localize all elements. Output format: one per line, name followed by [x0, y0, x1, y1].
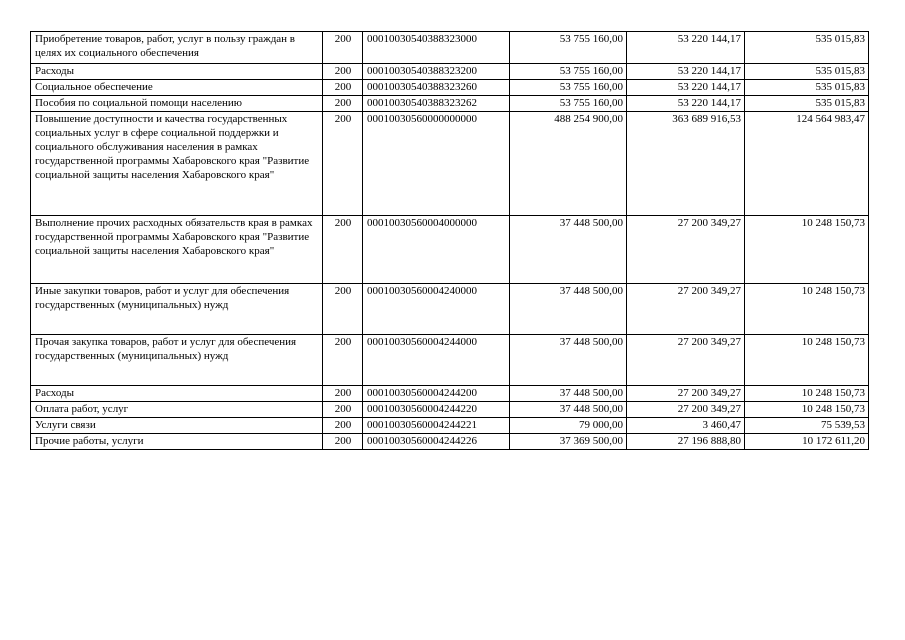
cell-approved: 37 369 500,00: [510, 434, 627, 450]
cell-classification-code: 00010030560004244226: [363, 434, 510, 450]
table-row: [31, 96, 869, 112]
cell-line-code: 200: [323, 216, 363, 284]
cell-unexecuted: 10 248 150,73: [745, 402, 869, 418]
cell-name: Социальное обеспечение: [31, 80, 323, 96]
cell-unexecuted: 10 248 150,73: [745, 216, 869, 284]
cell-executed: 27 196 888,80: [627, 434, 745, 450]
table-row: [31, 402, 869, 418]
cell-approved: 53 755 160,00: [510, 64, 627, 80]
cell-line-code: 200: [323, 418, 363, 434]
expenses-table: [30, 31, 869, 450]
cell-unexecuted: 75 539,53: [745, 418, 869, 434]
cell-approved: 79 000,00: [510, 418, 627, 434]
table-row: [31, 434, 869, 450]
cell-name: Оплата работ, услуг: [31, 402, 323, 418]
cell-classification-code: 00010030540388323260: [363, 80, 510, 96]
table-row: [31, 386, 869, 402]
cell-executed: 53 220 144,17: [627, 64, 745, 80]
table-row: [31, 216, 869, 284]
cell-line-code: 200: [323, 284, 363, 335]
cell-name: Приобретение товаров, работ, услуг в пользу граждан в целях их социального обеспечения: [31, 32, 323, 64]
table-row: [31, 64, 869, 80]
cell-unexecuted: 535 015,83: [745, 32, 869, 64]
cell-name: Выполнение прочих расходных обязательств края в рамках государственной программы Хабаровского края "Развитие социальной защиты населения Хабаровского края": [31, 216, 323, 284]
cell-name: Прочая закупка товаров, работ и услуг для обеспечения государственных (муниципальных) нужд: [31, 335, 323, 386]
cell-line-code: 200: [323, 402, 363, 418]
cell-executed: 27 200 349,27: [627, 402, 745, 418]
cell-line-code: 200: [323, 80, 363, 96]
cell-classification-code: 00010030560004244200: [363, 386, 510, 402]
cell-executed: 53 220 144,17: [627, 80, 745, 96]
cell-unexecuted: 10 248 150,73: [745, 386, 869, 402]
cell-classification-code: 00010030560004240000: [363, 284, 510, 335]
cell-line-code: 200: [323, 335, 363, 386]
cell-classification-code: 00010030540388323200: [363, 64, 510, 80]
cell-unexecuted: 10 248 150,73: [745, 284, 869, 335]
cell-executed: 363 689 916,53: [627, 112, 745, 216]
cell-classification-code: 00010030560004244000: [363, 335, 510, 386]
cell-classification-code: 00010030560004244221: [363, 418, 510, 434]
cell-unexecuted: 10 248 150,73: [745, 335, 869, 386]
cell-unexecuted: 10 172 611,20: [745, 434, 869, 450]
cell-name: Повышение доступности и качества государственных социальных услуг в сфере социальной поддержки и социального обслуживания населения в рамках государственной программы Хабаровского края "Развитие социальной защиты населения Хабаровского края": [31, 112, 323, 216]
table-row: [31, 32, 869, 64]
table-row: [31, 284, 869, 335]
cell-classification-code: 00010030540388323262: [363, 96, 510, 112]
table-row: [31, 418, 869, 434]
cell-line-code: 200: [323, 32, 363, 64]
cell-approved: 53 755 160,00: [510, 80, 627, 96]
cell-unexecuted: 535 015,83: [745, 96, 869, 112]
cell-approved: 53 755 160,00: [510, 32, 627, 64]
cell-approved: 37 448 500,00: [510, 335, 627, 386]
cell-unexecuted: 535 015,83: [745, 64, 869, 80]
cell-name: Расходы: [31, 386, 323, 402]
cell-unexecuted: 124 564 983,47: [745, 112, 869, 216]
cell-line-code: 200: [323, 112, 363, 216]
cell-name: Прочие работы, услуги: [31, 434, 323, 450]
table-row: [31, 80, 869, 96]
cell-executed: 27 200 349,27: [627, 386, 745, 402]
cell-approved: 37 448 500,00: [510, 402, 627, 418]
cell-unexecuted: 535 015,83: [745, 80, 869, 96]
cell-classification-code: 00010030560004000000: [363, 216, 510, 284]
table-row: [31, 335, 869, 386]
cell-executed: 27 200 349,27: [627, 335, 745, 386]
table-row: [31, 112, 869, 216]
cell-executed: 27 200 349,27: [627, 284, 745, 335]
cell-classification-code: 00010030560004244220: [363, 402, 510, 418]
cell-classification-code: 00010030540388323000: [363, 32, 510, 64]
cell-approved: 37 448 500,00: [510, 386, 627, 402]
cell-executed: 53 220 144,17: [627, 96, 745, 112]
cell-executed: 27 200 349,27: [627, 216, 745, 284]
cell-name: Иные закупки товаров, работ и услуг для обеспечения государственных (муниципальных) нужд: [31, 284, 323, 335]
cell-classification-code: 00010030560000000000: [363, 112, 510, 216]
cell-line-code: 200: [323, 64, 363, 80]
cell-executed: 53 220 144,17: [627, 32, 745, 64]
expenses-table-body: [31, 32, 869, 450]
budget-report-page: [30, 31, 868, 450]
cell-name: Услуги связи: [31, 418, 323, 434]
cell-approved: 37 448 500,00: [510, 284, 627, 335]
cell-name: Расходы: [31, 64, 323, 80]
cell-approved: 37 448 500,00: [510, 216, 627, 284]
cell-line-code: 200: [323, 96, 363, 112]
cell-line-code: 200: [323, 434, 363, 450]
cell-line-code: 200: [323, 386, 363, 402]
cell-approved: 488 254 900,00: [510, 112, 627, 216]
cell-name: Пособия по социальной помощи населению: [31, 96, 323, 112]
cell-approved: 53 755 160,00: [510, 96, 627, 112]
cell-executed: 3 460,47: [627, 418, 745, 434]
